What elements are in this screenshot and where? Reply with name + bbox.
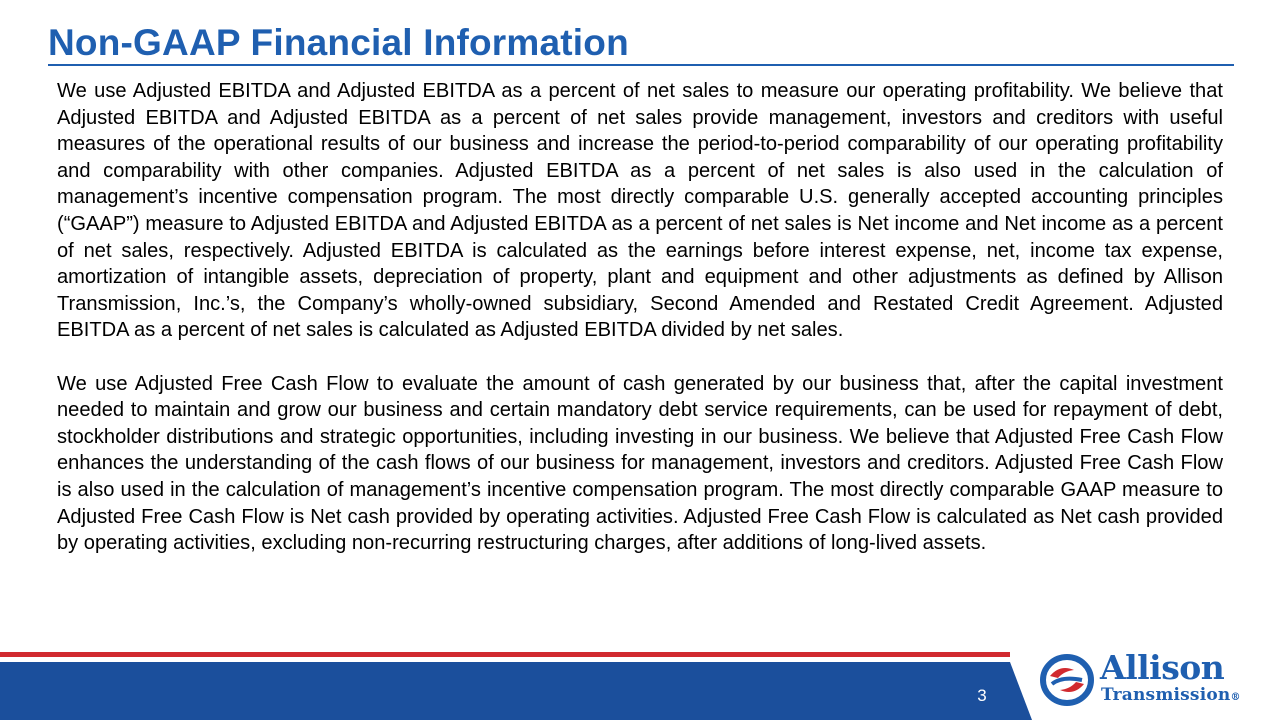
logo-wordmark-allison: Allison: [1100, 648, 1225, 687]
title-underline: [48, 64, 1234, 66]
registered-mark: ®: [1230, 692, 1241, 703]
page-number: 3: [977, 686, 987, 705]
logo-wordmark-transmission: [1101, 685, 1241, 705]
logo-transmission-text: Transmission: [1101, 685, 1231, 705]
slide-title: Non-GAAP Financial Information: [48, 22, 629, 63]
paragraph-adjusted-free-cash-flow: We use Adjusted Free Cash Flow to evaluate the amount of cash generated by our business that, after the capital investment needed to maintain and grow our business and certain mandatory debt service requirements, can be used for repayment of debt, stockholder distributions and strategic opportunities, including investing in our business. We believe that Adjusted Free Cash Flow enhances the understanding of the cash flows of our business for management, investors and creditors. Adjusted Free Cash Flow is also used in the calculation of management’s incentive compensation program. The most directly comparable GAAP measure to Adjusted Free Cash Flow is Net cash provided by operating activities. Adjusted Free Cash Flow is calculated as Net cash provided by operating activities, excluding non-recurring restructuring charges, after additions of long-lived assets.: [57, 372, 1223, 555]
paragraph-adjusted-ebitda: We use Adjusted EBITDA and Adjusted EBITDA as a percent of net sales to measure our operating profitability. We believe that Adjusted EBITDA and Adjusted EBITDA as a percent of net sales provide management, investors and creditors with useful measures of the operational results of our business and increase the period-to-period comparability of our operating profitability and comparability with other companies. Adjusted EBITDA as a percent of net sales is also used in the calculation of management’s incentive compensation program. The most directly comparable U.S. generally accepted accounting principles (“GAAP”) measure to Adjusted EBITDA and Adjusted EBITDA as a percent of net sales is Net income and Net income as a percent of net sales, respectively. Adjusted EBITDA is calculated as the earnings before interest expense, net, income tax expense, amortization of intangible assets, depreciation of property, plant and equipment and other adjustments as defined by Allison Transmission, Inc.’s, the Company’s wholly-owned subsidiary, Second Amended and Restated Credit Agreement. Adjusted EBITDA as a percent of net sales is calculated as Adjusted EBITDA divided by net sales.: [57, 80, 1223, 342]
allison-logo-emblem-icon: [1040, 654, 1096, 706]
slide-body: [57, 78, 1223, 557]
